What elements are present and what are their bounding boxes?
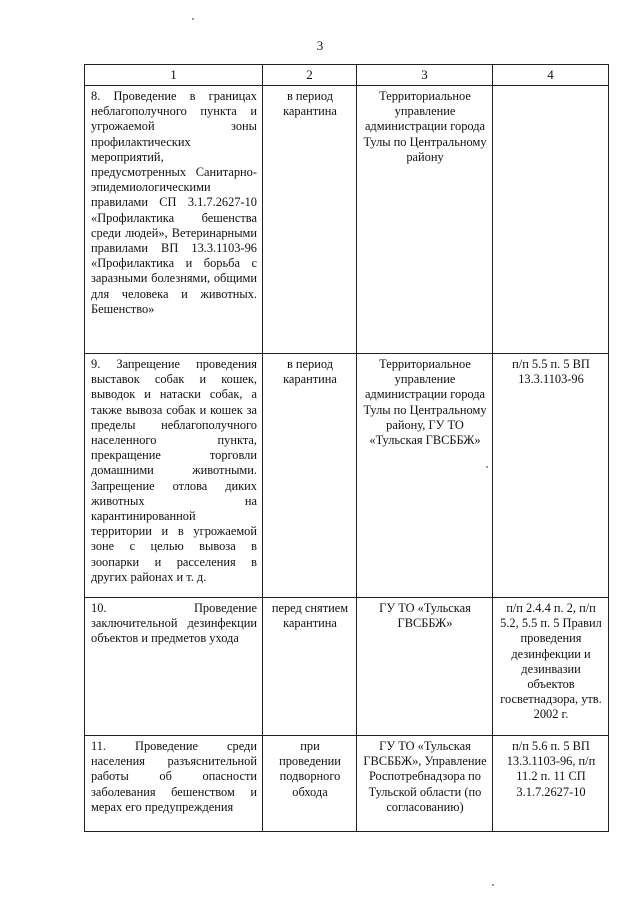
executor-cell: ГУ ТО «Тульская ГВСББЖ», Управление Роспотребнадзора по Тульской области (по согласованию)	[357, 736, 493, 832]
table-row	[85, 598, 609, 736]
table-row	[85, 354, 609, 598]
header-col-4: 4	[493, 65, 609, 86]
basis-cell: п/п 2.4.4 п. 2, п/п 5.2, 5.5 п. 5 Правил проведения дезинфекции и дезинвазии объектов госветнадзора, утв. 2002 г.	[493, 598, 609, 736]
table-row	[85, 86, 609, 354]
term-cell: при проведении подворного обхода	[263, 736, 357, 832]
executor-cell: Территориальное управление администрации города Тулы по Центральному району, ГУ ТО «Тульская ГВСББЖ»	[357, 354, 493, 598]
executor-cell: Территориальное управление администрации города Тулы по Центральному району	[357, 86, 493, 354]
basis-cell: п/п 5.6 п. 5 ВП 13.3.1103-96, п/п 11.2 п. 11 СП 3.1.7.2627-10	[493, 736, 609, 832]
scan-speck	[492, 884, 494, 886]
term-cell: в период карантина	[263, 354, 357, 598]
event-cell: 9. Запрещение проведения выставок собак и кошек, выводок и натаски собак, а также вывоза собак и кошек за пределы неблагополучного населенного пункта, прекращение торговли домашними животными. Запрещение отлова диких животных на карантинированной территории и в угрожаемой зоне с целью вывоза в зоопарки и расселения в других районах и т. д.	[85, 354, 263, 598]
executor-cell: ГУ ТО «Тульская ГВСББЖ»	[357, 598, 493, 736]
scan-speck	[192, 18, 194, 20]
event-cell: 11. Проведение среди населения разъяснительной работы об опасности заболевания бешенством и мерах его предупреждения	[85, 736, 263, 832]
term-cell: в период карантина	[263, 86, 357, 354]
basis-cell	[493, 86, 609, 354]
basis-cell: п/п 5.5 п. 5 ВП 13.3.1103-96	[493, 354, 609, 598]
measures-table	[84, 64, 609, 832]
event-cell: 8. Проведение в границах неблагополучного пункта и угрожаемой зоны профилактических мероприятий, предусмотренных Санитарно-эпидемиологическими правилами СП 3.1.7.2627-10 «Профилактика бешенства среди людей», Ветеринарными правилами ВП 13.3.1103-96 «Профилактика и борьба с заразными болезнями, общими для человека и животных. Бешенство»	[85, 86, 263, 354]
header-col-2: 2	[263, 65, 357, 86]
header-col-3: 3	[357, 65, 493, 86]
term-cell: перед снятием карантина	[263, 598, 357, 736]
header-row	[85, 65, 609, 86]
page-number: 3	[316, 38, 324, 53]
table-row	[85, 736, 609, 832]
event-cell: 10. Проведение заключительной дезинфекции объектов и предметов ухода	[85, 598, 263, 736]
header-col-1: 1	[85, 65, 263, 86]
scan-speck	[486, 466, 488, 468]
